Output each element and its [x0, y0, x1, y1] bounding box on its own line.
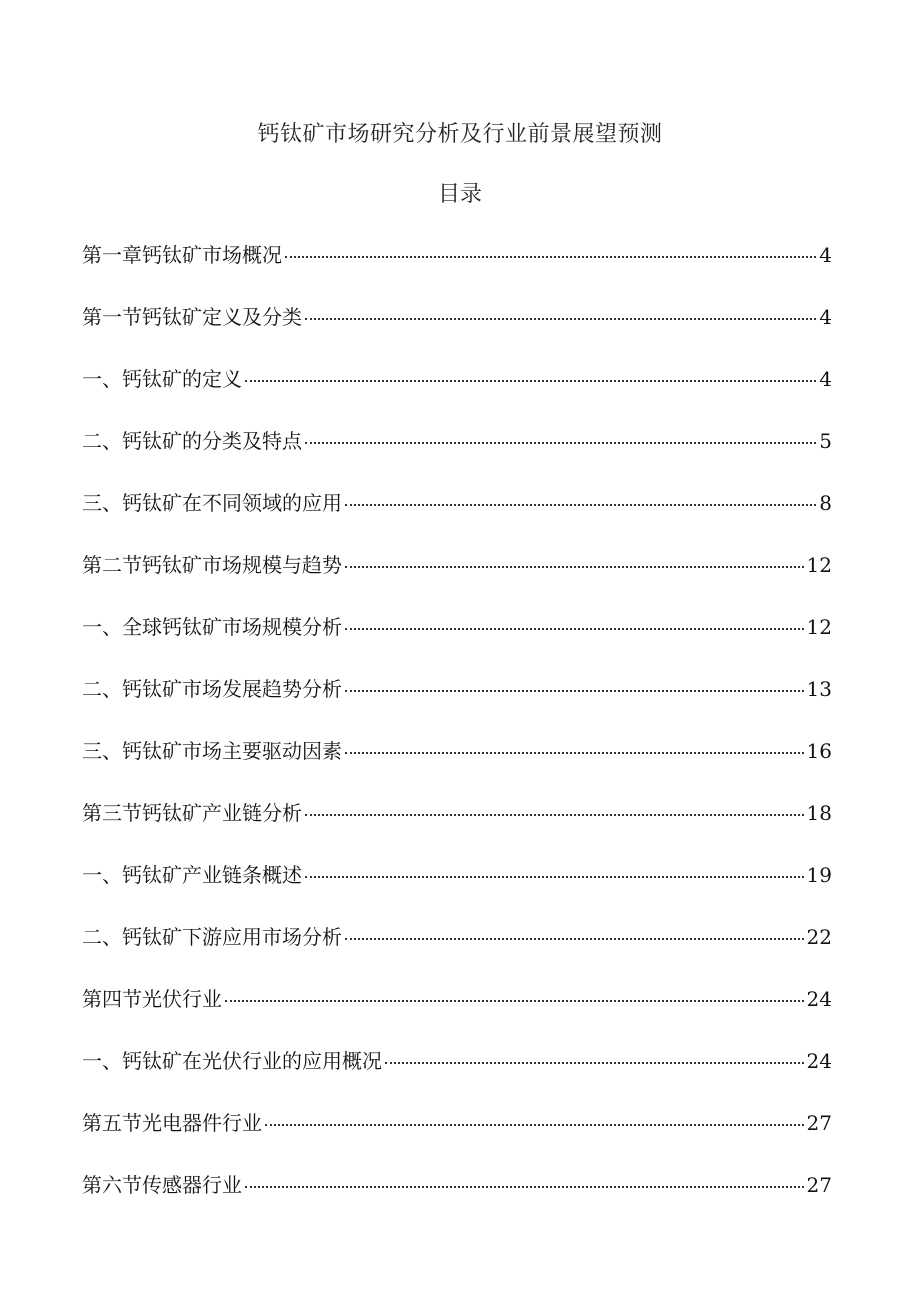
- toc-entry-label: 第一章钙钛矿市场概况: [82, 243, 282, 267]
- toc-entry[interactable]: [82, 796, 832, 858]
- toc-entry-page: 8: [819, 491, 832, 515]
- toc-entry[interactable]: [82, 672, 832, 734]
- table-of-contents: [82, 238, 832, 1230]
- toc-entry-page: 4: [819, 243, 832, 267]
- toc-dot-leader: [345, 628, 804, 630]
- toc-entry-label: 一、全球钙钛矿市场规模分析: [82, 615, 342, 639]
- toc-entry-page: 13: [806, 677, 832, 701]
- toc-entry-page: 22: [806, 925, 832, 949]
- toc-dot-leader: [265, 1124, 804, 1126]
- toc-entry-page: 27: [806, 1173, 832, 1197]
- toc-dot-leader: [305, 814, 804, 816]
- toc-entry[interactable]: [82, 920, 832, 982]
- toc-entry-label: 第六节传感器行业: [82, 1173, 242, 1197]
- toc-entry[interactable]: [82, 1044, 832, 1106]
- toc-entry-label: 第四节光伏行业: [82, 987, 222, 1011]
- toc-entry-page: 27: [806, 1111, 832, 1135]
- toc-entry-page: 12: [806, 553, 832, 577]
- toc-entry-label: 三、钙钛矿在不同领域的应用: [82, 491, 342, 515]
- toc-entry-page: 19: [806, 863, 832, 887]
- toc-entry-page: 16: [806, 739, 832, 763]
- toc-entry-label: 二、钙钛矿下游应用市场分析: [82, 925, 342, 949]
- toc-entry[interactable]: [82, 858, 832, 920]
- toc-entry[interactable]: [82, 610, 832, 672]
- toc-entry-page: 12: [806, 615, 832, 639]
- toc-entry[interactable]: [82, 548, 832, 610]
- toc-entry-page: 18: [806, 801, 832, 825]
- toc-entry-label: 一、钙钛矿在光伏行业的应用概况: [82, 1049, 382, 1073]
- toc-dot-leader: [285, 256, 816, 258]
- toc-entry-page: 5: [819, 429, 832, 453]
- toc-dot-leader: [345, 752, 804, 754]
- toc-entry[interactable]: [82, 1168, 832, 1230]
- toc-entry-label: 第一节钙钛矿定义及分类: [82, 305, 302, 329]
- toc-dot-leader: [245, 380, 816, 382]
- toc-entry-label: 第二节钙钛矿市场规模与趋势: [82, 553, 342, 577]
- toc-entry-label: 二、钙钛矿市场发展趋势分析: [82, 677, 342, 701]
- toc-dot-leader: [385, 1062, 804, 1064]
- toc-entry-label: 第三节钙钛矿产业链分析: [82, 801, 302, 825]
- toc-entry-label: 一、钙钛矿的定义: [82, 367, 242, 391]
- toc-entry-page: 24: [806, 987, 832, 1011]
- toc-dot-leader: [345, 504, 816, 506]
- toc-entry[interactable]: [82, 734, 832, 796]
- toc-entry-label: 第五节光电器件行业: [82, 1111, 262, 1135]
- toc-entry-label: 二、钙钛矿的分类及特点: [82, 429, 302, 453]
- toc-entry-label: 一、钙钛矿产业链条概述: [82, 863, 302, 887]
- toc-entry-page: 4: [819, 305, 832, 329]
- toc-dot-leader: [305, 318, 816, 320]
- toc-entry[interactable]: [82, 982, 832, 1044]
- toc-entry[interactable]: [82, 1106, 832, 1168]
- toc-dot-leader: [225, 1000, 804, 1002]
- toc-dot-leader: [245, 1186, 804, 1188]
- toc-entry[interactable]: [82, 486, 832, 548]
- document-title: 钙钛矿市场研究分析及行业前景展望预测: [257, 122, 663, 147]
- toc-dot-leader: [345, 938, 804, 940]
- toc-entry[interactable]: [82, 238, 832, 300]
- toc-dot-leader: [305, 876, 804, 878]
- toc-entry[interactable]: [82, 362, 832, 424]
- toc-dot-leader: [345, 566, 804, 568]
- toc-entry-label: 三、钙钛矿市场主要驱动因素: [82, 739, 342, 763]
- toc-entry[interactable]: [82, 300, 832, 362]
- toc-dot-leader: [305, 442, 816, 444]
- toc-entry-page: 24: [806, 1049, 832, 1073]
- toc-dot-leader: [345, 690, 804, 692]
- toc-entry[interactable]: [82, 424, 832, 486]
- toc-entry-page: 4: [819, 367, 832, 391]
- toc-heading: 目录: [437, 182, 482, 207]
